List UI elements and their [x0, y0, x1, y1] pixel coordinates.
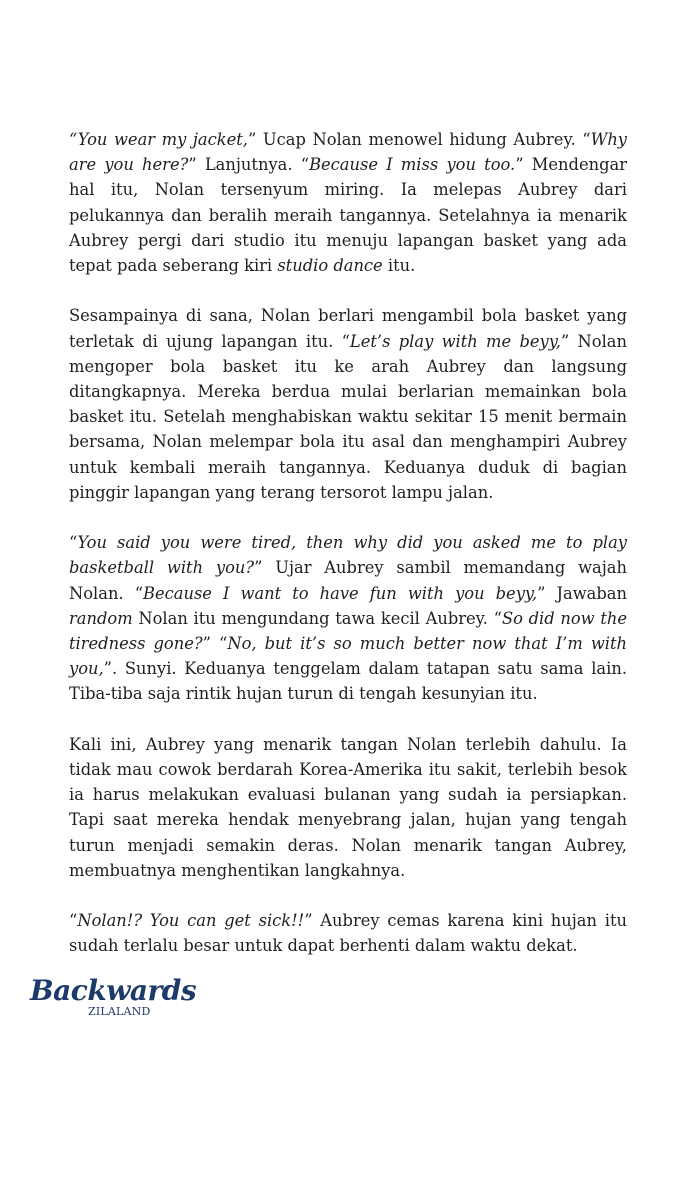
italic-text: Nolan!? You can get sick!!	[77, 911, 305, 931]
brand-title: Backwards	[30, 974, 197, 1007]
text-run: ” Aubrey cemas karena kini hujan itu sudah terlalu besar untuk dapat berhenti dalam waktu dekat.	[69, 911, 627, 956]
text-run: Kali ini, Aubrey yang menarik tangan Nolan terlebih dahulu. Ia tidak mau cowok berdarah Korea-Amerika itu sakit, terlebih besok ia harus melakukan evaluasi bulanan yang sudah ia persiapkan. Tapi saat mereka hendak menyebrang jalan, hujan yang tengah turun menjadi semakin deras. Nolan menarik tangan Aubrey, membuatnya menghentikan langkahnya.	[69, 734, 627, 880]
text-run: Sesampainya di sana, Nolan berlari mengambil bola basket yang terletak di ujung lapangan itu. “	[69, 306, 627, 351]
text-run: ” Ucap Nolan menowel hidung Aubrey. “	[247, 130, 591, 149]
italic-text: studio dance	[277, 256, 383, 276]
text-run: ” Lanjutnya. “	[188, 155, 310, 175]
text-run: ” Ujar Aubrey sambil memandang wajah Nolan. “	[69, 558, 627, 603]
text-run: Nolan itu mengundang tawa kecil Aubrey. “	[132, 608, 502, 628]
italic-text: You said you were tired, then why did you asked me to play basketball with you?	[69, 533, 627, 578]
italic-text: No, but it’s so much better now that I’m with you,	[69, 634, 628, 679]
text-run: “	[69, 533, 78, 553]
story-paragraph	[69, 908, 627, 958]
text-run: “	[69, 911, 78, 931]
italic-text: Why are you here?	[69, 130, 627, 175]
italic-text: Let’s play with me beyy,	[349, 331, 561, 351]
text-run: itu.	[382, 256, 416, 276]
story-paragraph	[69, 127, 627, 278]
story-text	[69, 127, 627, 959]
italic-text: Because I miss you too.	[309, 155, 516, 175]
story-paragraph	[69, 303, 627, 505]
story-paragraph	[69, 732, 627, 883]
brand-subtitle: ZILALAND	[88, 1005, 151, 1018]
italic-text: random	[69, 608, 133, 628]
text-run: ” Mendengar hal itu, Nolan tersenyum miring. Ia melepas Aubrey dari pelukannya dan beralih meraih tangannya. Setelahnya ia menarik Aubrey pergi dari studio itu menuju lapangan basket yang ada tepat pada seberang kiri	[69, 155, 627, 276]
brand-logo	[30, 974, 204, 1019]
text-run: ”. Sunyi. Keduanya tenggelam dalam tatapan satu sama lain. Tiba-tiba saja rintik hujan turun di tengah kesunyian itu.	[69, 659, 627, 704]
story-paragraph	[69, 530, 627, 706]
italic-text: “You wear my jacket,	[69, 130, 248, 149]
text-run: ” Nolan mengoper bola basket itu ke arah Aubrey dan langsung ditangkapnya. Mereka berdua mulai berlarian memainkan bola basket itu. Setelah menghabiskan waktu sekitar 15 menit bermain bersama, Nolan melempar bola itu asal dan menghampiri Aubrey untuk kembali meraih tangannya. Keduanya duduk di bagian pinggir lapangan yang terang tersorot lampu jalan.	[69, 331, 628, 502]
italic-text: Because I want to have fun with you beyy,	[143, 583, 538, 603]
text-run: ” “	[202, 634, 228, 654]
italic-text: So did now the tiredness gone?	[69, 608, 628, 654]
text-run: ” Jawaban	[537, 583, 627, 603]
